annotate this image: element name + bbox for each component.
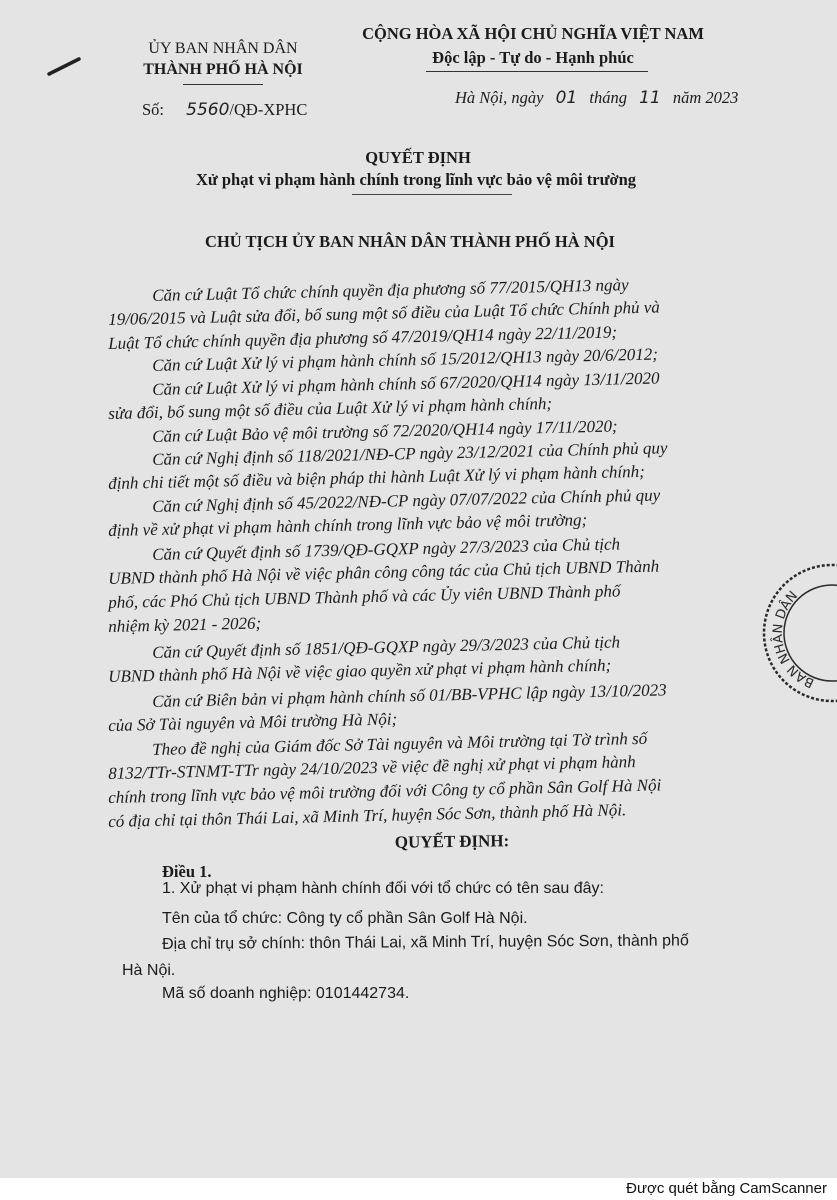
decision-heading: QUYẾT ĐỊNH: bbox=[394, 831, 510, 852]
basis-line: nhiệm kỳ 2021 - 2026; bbox=[108, 613, 262, 636]
basis-line: Căn cứ Luật Bảo vệ môi trường số 72/2020/QH14 ngày 17/11/2020; bbox=[152, 416, 618, 446]
basis-line: Luật Tổ chức chính quyền địa phương số 47/2019/QH14 ngày 22/11/2019; bbox=[108, 322, 618, 353]
document-number bbox=[142, 100, 307, 120]
basis-line: có địa chỉ tại thôn Thái Lai, xã Minh Trí, huyện Sóc Sơn, thành phố Hà Nội. bbox=[108, 800, 627, 831]
date-month-label: tháng bbox=[589, 88, 627, 107]
basis-line: Căn cứ Quyết định số 1851/QĐ-GQXP ngày 29/3/2023 của Chủ tịch bbox=[152, 632, 621, 662]
title-subtitle: Xử phạt vi phạm hành chính trong lĩnh vực bảo vệ môi trường bbox=[195, 170, 637, 189]
date-year: năm 2023 bbox=[672, 88, 739, 107]
stamp-text: BAN NHÂN DÂN bbox=[770, 588, 817, 691]
basis-line: UBND thành phố Hà Nội về việc phân công công tác của Chủ tịch UBND Thành bbox=[108, 556, 660, 588]
decision-line: Mã số doanh nghiệp: 0101442734. bbox=[162, 985, 410, 1002]
basis-line: định chi tiết một số điều và biện pháp thi hành Luật Xử lý vi phạm hành chính; bbox=[108, 461, 645, 493]
basis-line: Căn cứ Nghị định số 45/2022/NĐ-CP ngày 07/07/2022 của Chính phủ quy bbox=[152, 485, 661, 516]
number-handwritten: 5560 bbox=[186, 100, 230, 120]
basis-line: của Sở Tài nguyên và Môi trường Hà Nội; bbox=[108, 709, 398, 735]
agency-line1: ỦY BAN NHÂN DÂN bbox=[148, 40, 298, 57]
country-line2: Độc lập - Tự do - Hạnh phúc bbox=[432, 48, 634, 67]
date-prefix: Hà Nội, ngày bbox=[455, 88, 544, 107]
basis-line: Căn cứ Nghị định số 118/2021/NĐ-CP ngày 23/12/2021 của Chính phủ quy bbox=[152, 438, 668, 469]
pen-mark-icon bbox=[46, 56, 82, 78]
decision-line: Hà Nội. bbox=[122, 962, 176, 979]
basis-line: UBND thành phố Hà Nội về việc giao quyền xử phạt vi phạm hành chính; bbox=[108, 655, 612, 686]
scanner-footer bbox=[0, 1178, 837, 1200]
scanner-watermark: Được quét bằng CamScanner bbox=[626, 1180, 827, 1197]
official-stamp bbox=[757, 558, 837, 708]
subtitle-underline bbox=[352, 194, 512, 195]
basis-line: Căn cứ Quyết định số 1739/QĐ-GQXP ngày 27/3/2023 của Chủ tịch bbox=[152, 534, 621, 564]
agency-underline bbox=[183, 84, 263, 85]
article-heading: Điều 1. bbox=[162, 862, 212, 881]
date-day: 01 bbox=[555, 88, 578, 108]
basis-line: 19/06/2015 và Luật sửa đổi, bổ sung một số điều của Luật Tổ chức Chính phủ và bbox=[108, 297, 660, 329]
basis-line: Căn cứ Luật Tổ chức chính quyền địa phương số 77/2015/QH13 ngày bbox=[152, 275, 629, 305]
title-main: QUYẾT ĐỊNH bbox=[365, 148, 471, 167]
basis-line: sửa đổi, bổ sung một số điều của Luật Xử lý vi phạm hành chính; bbox=[108, 393, 553, 423]
date-month: 11 bbox=[639, 88, 661, 108]
basis-line: định về xử phạt vi phạm hành chính trong lĩnh vực bảo vệ môi trường; bbox=[108, 510, 588, 540]
basis-line: Theo đề nghị của Giám đốc Sở Tài nguyên và Môi trường tại Tờ trình số bbox=[152, 728, 648, 759]
svg-text:BAN NHÂN DÂN bbox=[757, 586, 837, 690]
decision-line: Tên của tổ chức: Công ty cổ phần Sân Golf Hà Nội. bbox=[162, 910, 528, 927]
basis-line: 8132/TTr-STNMT-TTr ngày 24/10/2023 về việc đề nghị xử phạt vi phạm hành bbox=[108, 752, 636, 783]
country-line1: CỘNG HÒA XÃ HỘI CHỦ NGHĨA VIỆT NAM bbox=[362, 24, 704, 43]
basis-line: Căn cứ Luật Xử lý vi phạm hành chính số 67/2020/QH14 ngày 13/11/2020 bbox=[152, 368, 660, 399]
agency-line2: THÀNH PHỐ HÀ NỘI bbox=[143, 61, 303, 78]
decision-line: 1. Xử phạt vi phạm hành chính đối với tổ chức có tên sau đây: bbox=[162, 880, 604, 897]
country-underline bbox=[426, 71, 648, 72]
basis-line: chính trong lĩnh vực bảo vệ môi trường đối với Công ty cổ phần Sân Golf Hà Nội bbox=[108, 775, 662, 807]
number-label: Số: bbox=[142, 100, 165, 119]
basis-line: phố, các Phó Chủ tịch UBND Thành phố và các Ủy viên UBND Thành phố bbox=[108, 581, 621, 612]
issue-date bbox=[455, 88, 738, 108]
basis-line: Căn cứ Biên bản vi phạm hành chính số 01/BB-VPHC lập ngày 13/10/2023 bbox=[152, 680, 667, 711]
authority-title: CHỦ TỊCH ỦY BAN NHÂN DÂN THÀNH PHỐ HÀ NỘI bbox=[205, 232, 615, 251]
decision-line: Địa chỉ trụ sở chính: thôn Thái Lai, xã Minh Trí, huyện Sóc Sơn, thành phố bbox=[162, 932, 689, 953]
basis-line: Căn cứ Luật Xử lý vi phạm hành chính số 15/2012/QH13 ngày 20/6/2012; bbox=[152, 344, 659, 375]
number-suffix: /QĐ-XPHC bbox=[229, 100, 308, 119]
